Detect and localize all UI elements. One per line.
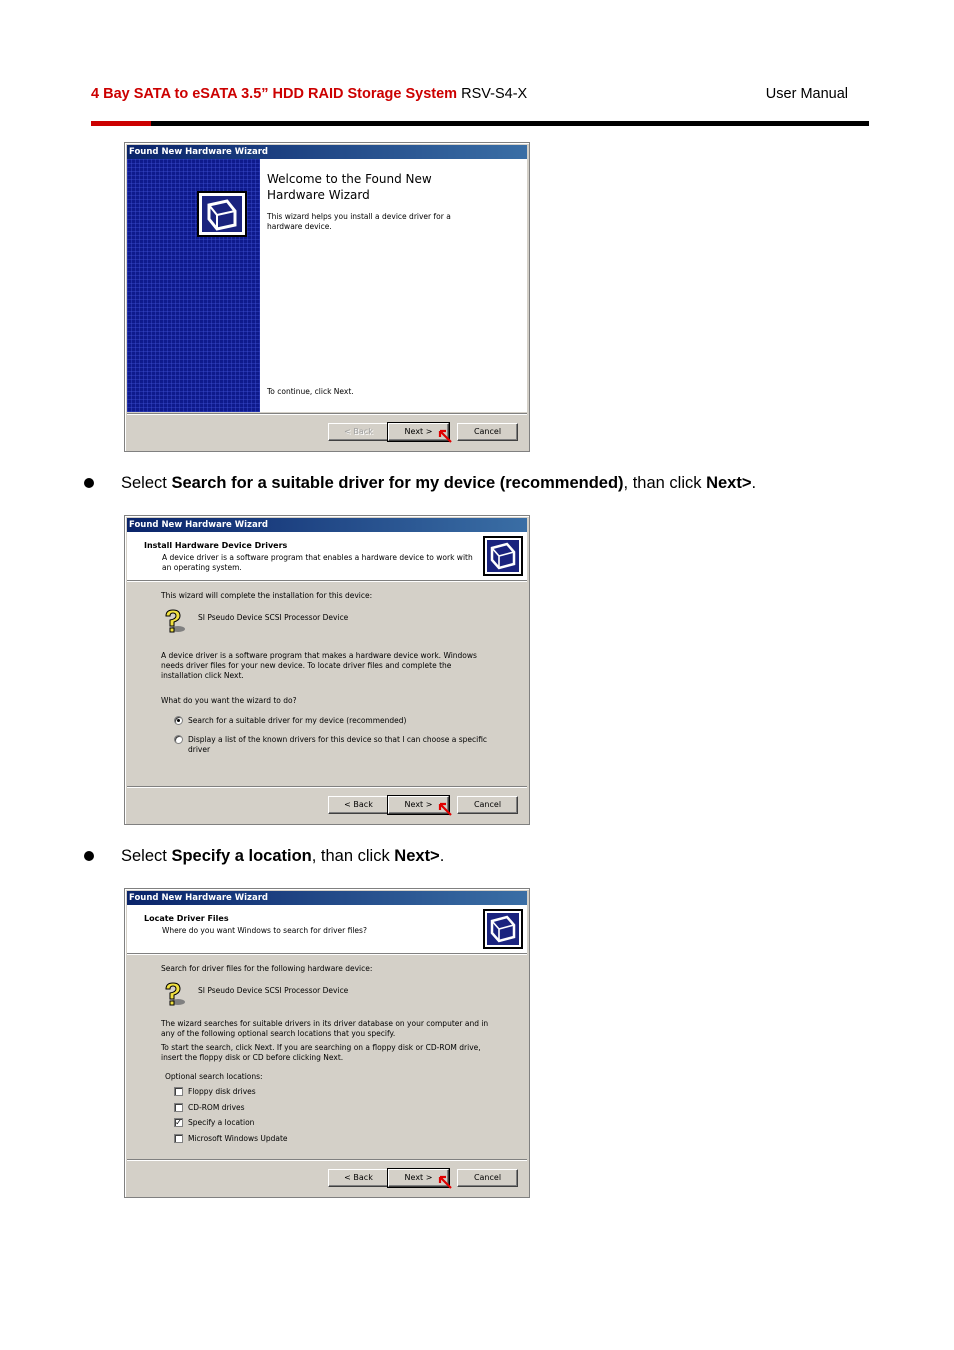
header-rule-accent (91, 121, 151, 126)
welcome-description: This wizard helps you install a device driver for a hardware device. (267, 212, 451, 231)
checkbox-specify-location[interactable]: ✓ (175, 1118, 182, 1127)
checkbox-specify-location-label[interactable]: Specify a location (188, 1118, 255, 1127)
cancel-button[interactable]: Cancel (457, 796, 518, 814)
checkbox-cdrom[interactable] (174, 1103, 183, 1112)
wizard-welcome-dialog (124, 142, 530, 452)
header-title: Install Hardware Device Drivers (144, 541, 288, 550)
manual-label: User Manual (765, 86, 848, 102)
radio-search-recommended[interactable] (174, 716, 183, 725)
checkbox-floppy-label[interactable]: Floppy disk drives (188, 1087, 256, 1096)
hardware-wizard-icon (483, 536, 523, 576)
wizard-question: What do you want the wizard to do? (161, 696, 297, 705)
header-title: Locate Driver Files (144, 914, 229, 923)
instruction-middle: , than click (311, 847, 395, 865)
bullet-dot (84, 478, 94, 488)
red-arrow-cursor-icon (438, 802, 452, 816)
cancel-button[interactable]: Cancel (457, 423, 518, 441)
checkbox-windows-update[interactable] (174, 1134, 183, 1143)
model-number: RSV-S4-X (461, 86, 528, 102)
continue-instruction: To continue, click Next. (267, 387, 354, 396)
next-button[interactable]: Next > (388, 796, 449, 814)
header-subtitle: A device driver is a software program that enables a hardware device to work with an operating system. (162, 553, 473, 572)
intro-text: This wizard will complete the installation for this device: (161, 591, 373, 600)
instruction-suffix: . (439, 847, 445, 865)
instruction-text (121, 846, 444, 866)
search-explanation: The wizard searches for suitable drivers in its driver database on your computer and in any of the following optional search locations that you specify. (161, 1019, 489, 1038)
optional-locations-label: Optional search locations: (165, 1072, 263, 1081)
dialog-header (127, 532, 527, 580)
checkbox-floppy[interactable] (174, 1087, 183, 1096)
red-arrow-cursor-icon (438, 1175, 452, 1189)
header-rule (91, 121, 869, 126)
wizard-install-drivers-dialog (124, 515, 530, 825)
red-arrow-cursor-icon (438, 429, 452, 443)
document-title: 4 Bay SATA to eSATA 3.5” HDD RAID Storage System (91, 86, 458, 102)
hardware-wizard-icon (483, 909, 523, 949)
dialog-body (127, 955, 527, 1159)
dialog-body (127, 582, 527, 786)
next-button[interactable]: Next > (388, 423, 449, 441)
dialog-titlebar: Found New Hardware Wizard (127, 145, 527, 159)
cancel-button[interactable]: Cancel (457, 1169, 518, 1187)
hardware-wizard-icon (197, 191, 247, 237)
radio-display-list[interactable] (174, 735, 183, 744)
dialog-header (127, 905, 527, 953)
button-row (328, 423, 520, 441)
page-header (91, 86, 848, 106)
device-name: SI Pseudo Device SCSI Processor Device (198, 986, 349, 995)
unknown-device-icon (161, 608, 187, 634)
device-name: SI Pseudo Device SCSI Processor Device (198, 613, 349, 622)
instruction-suffix: . (751, 474, 757, 492)
next-button[interactable]: Next > (388, 1169, 449, 1187)
back-button[interactable]: < Back (328, 423, 389, 441)
wizard-content-panel (260, 159, 527, 412)
button-separator (127, 413, 527, 415)
instruction-middle: , than click (623, 474, 707, 492)
button-separator (127, 1159, 527, 1161)
start-search-instruction: To start the search, click Next. If you are searching on a floppy disk or CD-ROM drive, insert the floppy disk or CD before clicking Next. (161, 1043, 481, 1062)
unknown-device-icon (161, 981, 187, 1007)
instruction-prefix: Select (121, 474, 172, 492)
back-button[interactable]: < Back (328, 1169, 389, 1187)
intro-text: Search for driver files for the following hardware device: (161, 964, 373, 973)
wizard-side-banner (127, 159, 260, 412)
instruction-prefix: Select (121, 847, 172, 865)
instruction-button-name: Next> (394, 847, 440, 865)
driver-explanation: A device driver is a software program that makes a hardware device work. Windows needs driver files for your new device. To locate driver files and complete the installation click Next. (161, 651, 477, 680)
instruction-option: Specify a location (171, 847, 312, 865)
radio-display-list-label[interactable]: Display a list of the known drivers for this device so that I can choose a specific driver (188, 735, 488, 754)
radio-search-label[interactable]: Search for a suitable driver for my device (recommended) (188, 716, 407, 725)
instruction-button-name: Next> (706, 474, 752, 492)
button-separator (127, 786, 527, 788)
button-row (328, 796, 520, 814)
dialog-titlebar: Found New Hardware Wizard (127, 891, 527, 905)
dialog-titlebar: Found New Hardware Wizard (127, 518, 527, 532)
instruction-option: Search for a suitable driver for my device (recommended) (171, 474, 624, 492)
wizard-locate-files-dialog (124, 888, 530, 1198)
button-row (328, 1169, 520, 1187)
header-subtitle: Where do you want Windows to search for driver files? (162, 926, 367, 935)
welcome-title: Welcome to the Found New Hardware Wizard (267, 172, 432, 202)
checkbox-cdrom-label[interactable]: CD-ROM drives (188, 1103, 245, 1112)
bullet-dot (84, 851, 94, 861)
checkbox-windows-update-label[interactable]: Microsoft Windows Update (188, 1134, 288, 1143)
instruction-text (121, 473, 756, 493)
back-button[interactable]: < Back (328, 796, 389, 814)
